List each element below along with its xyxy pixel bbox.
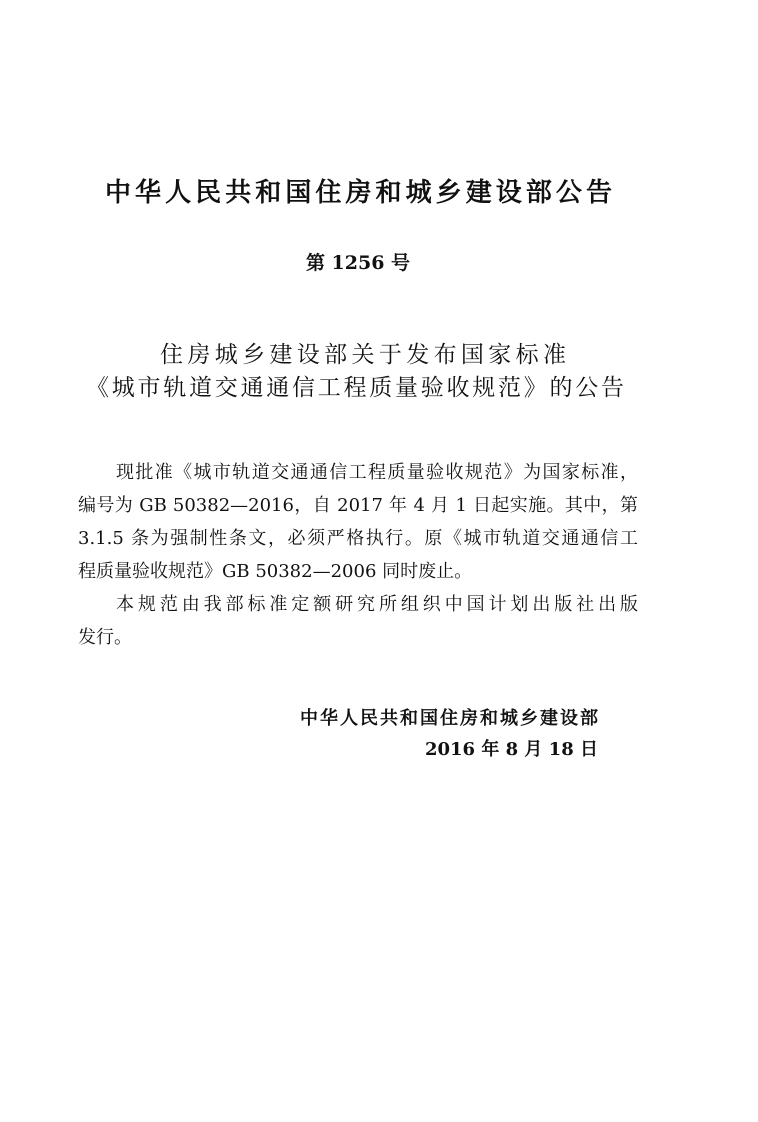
paragraph-1-line: 编号为 GB 50382—2016，自 2017 年 4 月 1 日起实施。其中，第 [78, 495, 638, 516]
paragraph-1-line: 现批准《城市轨道交通通信工程质量验收规范》为国家标准， [116, 462, 638, 483]
heading-line-2: 《城市轨道交通通信工程质量验收规范》的公告 [86, 375, 624, 401]
paragraph-2-line: 本规范由我部标准定额研究所组织中国计划出版社出版 [116, 594, 638, 615]
announcement-body [78, 456, 638, 654]
heading-line-1: 住房城乡建设部关于发布国家标准 [160, 342, 566, 368]
paragraph-2-line: 发行。 [78, 627, 132, 648]
paragraph-1-line: 3.1.5 条为强制性条文，必须严格执行。原《城市轨道交通通信工 [78, 528, 638, 549]
issuer-signature: 中华人民共和国住房和城乡建设部 [300, 708, 598, 729]
announcement-number: 第 1256 号 [305, 252, 411, 274]
document-title: 中华人民共和国住房和城乡建设部公告 [105, 178, 613, 208]
paragraph-1-line: 程质量验收规范》GB 50382—2006 同时废止。 [78, 561, 473, 582]
issue-date: 2016 年 8 月 18 日 [424, 739, 598, 760]
